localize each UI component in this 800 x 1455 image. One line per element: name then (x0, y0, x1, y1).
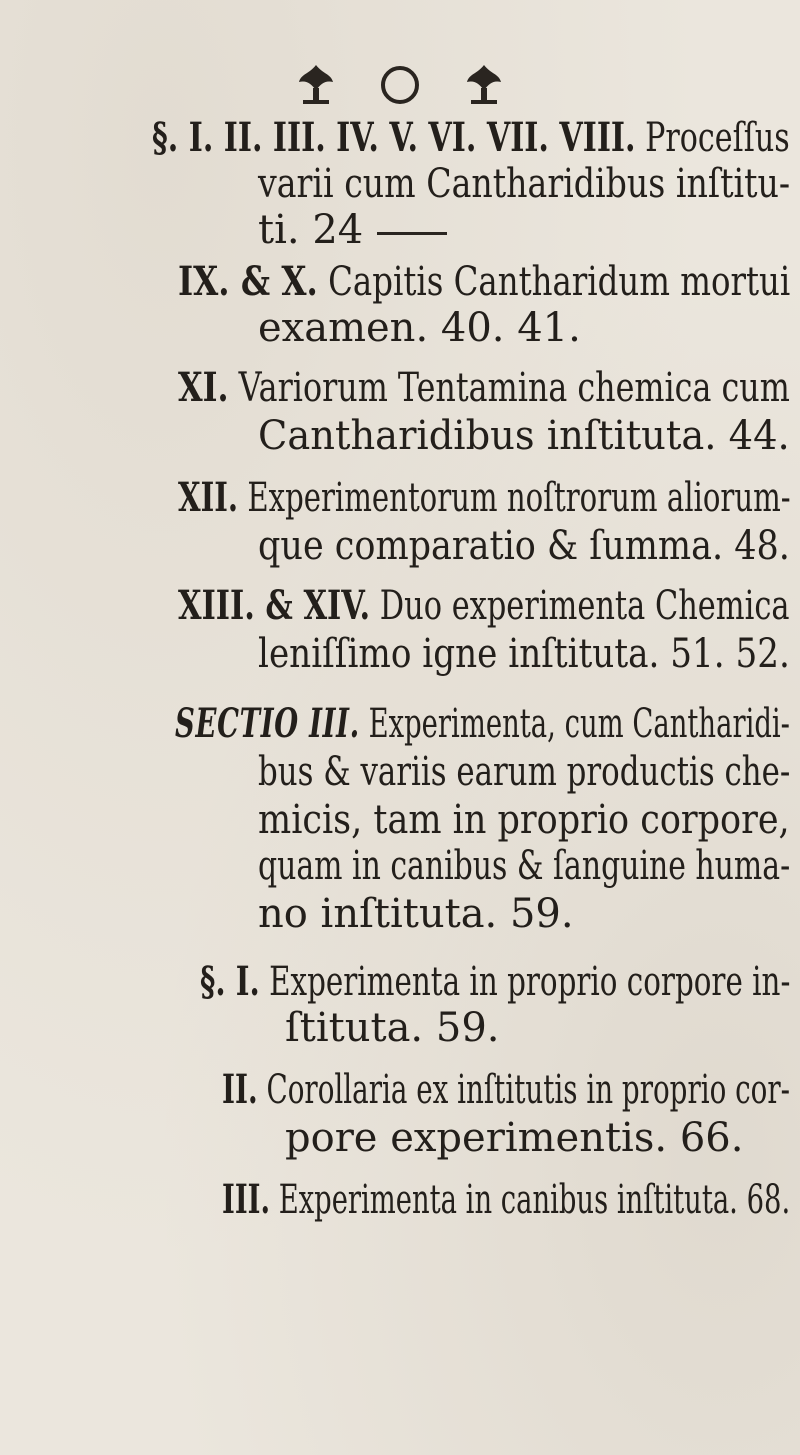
fleuron-icon (291, 60, 341, 110)
page-number: 68. (746, 1177, 791, 1223)
circle-ornament-icon (381, 66, 419, 104)
entry-text: Cantharidibus inſtituta. (258, 413, 717, 459)
page-number: 66. (679, 1115, 744, 1161)
entry-text: Experimenta in canibus inſtituta. (278, 1177, 738, 1223)
toc-line (258, 748, 790, 796)
header-ornament (180, 55, 620, 115)
entry-text: pore experimentis. (285, 1115, 668, 1161)
toc-line (258, 206, 447, 254)
entry-text: bus & variis earum productis che- (258, 749, 791, 795)
entry-text: varii cum Cantharidibus inſtitu- (258, 161, 791, 207)
section-numbers: §. I. II. III. IV. V. VI. VII. VIII. (152, 114, 636, 161)
toc-line (178, 582, 789, 630)
toc-line (285, 1114, 743, 1162)
entry-text: ti. (258, 207, 300, 253)
toc-line (285, 1004, 500, 1052)
entry-text: Capitis Cantharidum mortui (328, 259, 791, 305)
toc-line (258, 522, 790, 570)
fleuron-icon (459, 60, 509, 110)
entry-text: Variorum Tentamina chemica cum (238, 365, 790, 411)
section-heading: SECTIO III. (175, 700, 360, 747)
toc-line (222, 1066, 790, 1114)
page-number: 48. (734, 523, 790, 569)
entry-text: Duo experimenta Chemica (379, 583, 790, 629)
entry-text: examen. (258, 305, 429, 351)
entry-text: Proceſſus (645, 115, 790, 161)
dash-rule (377, 232, 447, 235)
entry-text: que comparatio & ſumma. (258, 523, 724, 569)
page-number: 40. 41. (440, 305, 581, 351)
entry-text: Experimenta, cum Cantharidi- (368, 701, 790, 747)
section-numbers: XII. (178, 474, 239, 521)
toc-line (258, 304, 581, 352)
toc-line (200, 958, 790, 1006)
page-number: 51. 52. (670, 631, 790, 677)
toc-line (258, 890, 574, 938)
toc-line (178, 364, 790, 412)
entry-text: quam in canibus & ſanguine huma- (258, 843, 791, 889)
toc-line (258, 630, 790, 678)
toc-line (152, 114, 790, 162)
toc-line (175, 700, 790, 748)
section-numbers: XI. (178, 364, 229, 411)
toc-line (258, 796, 790, 844)
section-numbers: II. (222, 1066, 258, 1113)
entry-text: no inſtituta. (258, 891, 498, 937)
section-numbers: §. I. (200, 958, 260, 1005)
toc-line (178, 474, 791, 522)
toc-line (222, 1176, 790, 1224)
section-numbers: XIII. & XIV. (178, 582, 371, 629)
entry-text: Experimentorum noſtrorum aliorum- (247, 475, 791, 521)
page-number: 59. (435, 1005, 500, 1051)
toc-line (258, 842, 790, 890)
toc-line (258, 160, 790, 208)
page-number: 44. (728, 413, 790, 459)
entry-text: leniſſimo igne inſtituta. (258, 631, 660, 677)
section-numbers: IX. & X. (178, 258, 318, 305)
page-number: 24 (312, 207, 364, 253)
entry-text: ſtituta. (285, 1005, 424, 1051)
page-number: 59. (509, 891, 574, 937)
toc-line (178, 258, 790, 306)
entry-text: Corollaria ex inſtitutis in proprio cor- (266, 1067, 791, 1113)
toc-line (258, 412, 790, 460)
entry-text: micis, tam in proprio corpore, (258, 797, 790, 843)
entry-text: Experimenta in proprio corpore in- (269, 959, 791, 1005)
section-numbers: III. (222, 1176, 270, 1223)
